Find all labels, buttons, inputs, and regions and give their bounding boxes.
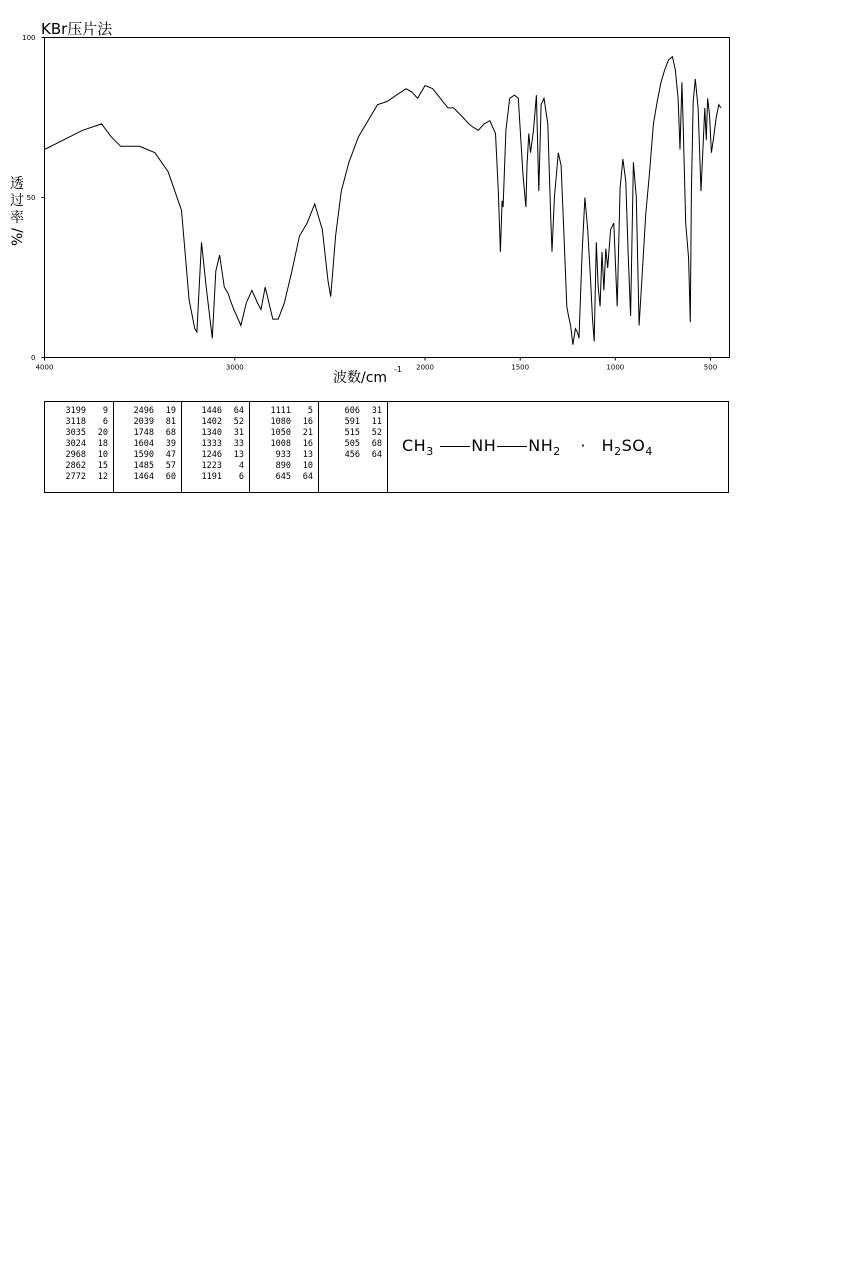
peak-transmittance: 39: [165, 439, 176, 449]
formula-nh2-subscript: 2: [553, 445, 561, 458]
y-tick-label: 50: [26, 194, 36, 202]
peak-transmittance: 52: [233, 417, 244, 427]
peak-transmittance: 19: [165, 406, 176, 416]
peak-transmittance: 6: [238, 472, 244, 482]
peak-table-row: [182, 471, 244, 483]
x-axis-label: [333, 365, 402, 386]
peak-transmittance: 64: [302, 472, 313, 482]
formula-nh: NH: [471, 436, 497, 455]
peak-wavenumber: 2772: [65, 472, 86, 482]
peak-wavenumber: 1748: [133, 428, 154, 438]
peak-transmittance: 64: [371, 450, 382, 460]
peak-table-column: [182, 402, 250, 492]
peak-transmittance: 16: [302, 417, 313, 427]
peak-wavenumber: 1223: [201, 461, 222, 471]
peak-wavenumber: 3024: [65, 439, 86, 449]
formula-h: H: [601, 436, 615, 455]
peak-transmittance: 33: [233, 439, 244, 449]
peak-transmittance: 18: [97, 439, 108, 449]
peak-wavenumber: 2968: [65, 450, 86, 460]
peak-table-column: [45, 402, 114, 492]
peak-wavenumber: 1080: [270, 417, 291, 427]
peak-transmittance: 68: [165, 428, 176, 438]
peak-wavenumber: 1191: [201, 472, 222, 482]
peak-table-row: [319, 449, 382, 461]
peak-transmittance: 12: [97, 472, 108, 482]
x-tick-label: 1000: [606, 363, 625, 372]
peak-wavenumber: 1008: [270, 439, 291, 449]
y-axis-label-char: 透: [10, 176, 24, 192]
peak-wavenumber: 890: [275, 461, 291, 471]
x-tick-label: 500: [703, 363, 718, 372]
peak-transmittance: 10: [97, 450, 108, 460]
peak-wavenumber: 1333: [201, 439, 222, 449]
y-axis-label-char: 率: [10, 210, 24, 226]
peak-transmittance: 21: [302, 428, 313, 438]
peak-wavenumber: 645: [275, 472, 291, 482]
peak-wavenumber: 2039: [133, 417, 154, 427]
peak-transmittance: 68: [371, 439, 382, 449]
peak-wavenumber: 2496: [133, 406, 154, 416]
formula-so-subscript: 4: [645, 445, 653, 458]
y-axis-label-char: 过: [10, 193, 24, 209]
x-tick-label: 3000: [225, 363, 244, 372]
peak-wavenumber: 1464: [133, 472, 154, 482]
chemical-formula: [402, 436, 653, 458]
peak-table-column: [319, 402, 388, 492]
peak-table-row: [250, 471, 313, 483]
peak-table-row: [45, 471, 108, 483]
formula-h-subscript: 2: [614, 445, 622, 458]
peak-table-column: [114, 402, 182, 492]
peak-wavenumber: 2862: [65, 461, 86, 471]
bond-line: [497, 446, 527, 447]
y-tick-label: 0: [31, 354, 36, 362]
peak-transmittance: 16: [302, 439, 313, 449]
peak-transmittance: 10: [302, 461, 313, 471]
chart-title: KBr压片法: [41, 20, 113, 38]
x-axis-label-sup: -1: [394, 365, 402, 374]
peak-wavenumber: 456: [344, 450, 360, 460]
peak-transmittance: 52: [371, 428, 382, 438]
peak-wavenumber: 3035: [65, 428, 86, 438]
peak-table-row: [114, 471, 176, 483]
peak-wavenumber: 1050: [270, 428, 291, 438]
peak-transmittance: 31: [371, 406, 382, 416]
peak-wavenumber: 933: [275, 450, 291, 460]
peak-wavenumber: 1604: [133, 439, 154, 449]
x-tick-label: 2000: [416, 363, 434, 372]
peak-transmittance: 64: [233, 406, 244, 416]
peak-wavenumber: 3199: [65, 406, 86, 416]
transmittance-series-line: [45, 57, 721, 345]
x-tick-label: 1500: [511, 363, 530, 372]
peak-transmittance: 57: [165, 461, 176, 471]
peak-transmittance: 6: [102, 417, 108, 427]
peak-wavenumber: 505: [344, 439, 360, 449]
peak-transmittance: 20: [97, 428, 108, 438]
peak-transmittance: 13: [233, 450, 244, 460]
peak-wavenumber: 606: [344, 406, 360, 416]
peak-wavenumber: 1485: [133, 461, 154, 471]
peak-wavenumber: 1246: [201, 450, 222, 460]
peak-transmittance: 9: [102, 406, 108, 416]
peak-transmittance: 13: [302, 450, 313, 460]
peak-wavenumber: 1340: [201, 428, 222, 438]
peak-wavenumber: 1446: [201, 406, 222, 416]
x-axis-label-main: 波数/cm: [333, 370, 388, 386]
y-tick-label: 100: [22, 34, 36, 42]
peak-wavenumber: 1590: [133, 450, 154, 460]
formula-nh2: NH: [528, 436, 554, 455]
y-axis: [22, 34, 44, 362]
formula-ch: CH: [402, 436, 427, 455]
peak-wavenumber: 591: [344, 417, 360, 427]
peak-table-column: [250, 402, 319, 492]
peak-transmittance: 4: [238, 461, 244, 471]
ir-spectrum-chart: [0, 0, 850, 400]
peak-transmittance: 5: [307, 406, 313, 416]
peak-transmittance: 15: [97, 461, 108, 471]
x-tick-label: 4000: [35, 363, 54, 372]
peak-wavenumber: 1402: [201, 417, 222, 427]
y-axis-label: [10, 176, 26, 246]
peak-transmittance: 31: [233, 428, 244, 438]
y-axis-label-unit: %/: [10, 227, 26, 246]
formula-ch-subscript: 3: [426, 445, 434, 458]
formula-dot: ·: [580, 436, 586, 455]
peak-transmittance: 47: [165, 450, 176, 460]
peak-transmittance: 81: [165, 417, 176, 427]
peak-transmittance: 60: [165, 472, 176, 482]
peak-wavenumber: 1111: [270, 406, 291, 416]
formula-so: SO: [621, 436, 646, 455]
peak-wavenumber: 515: [344, 428, 360, 438]
bond-line: [440, 446, 470, 447]
peak-transmittance: 11: [371, 417, 382, 427]
peak-wavenumber: 3118: [65, 417, 86, 427]
